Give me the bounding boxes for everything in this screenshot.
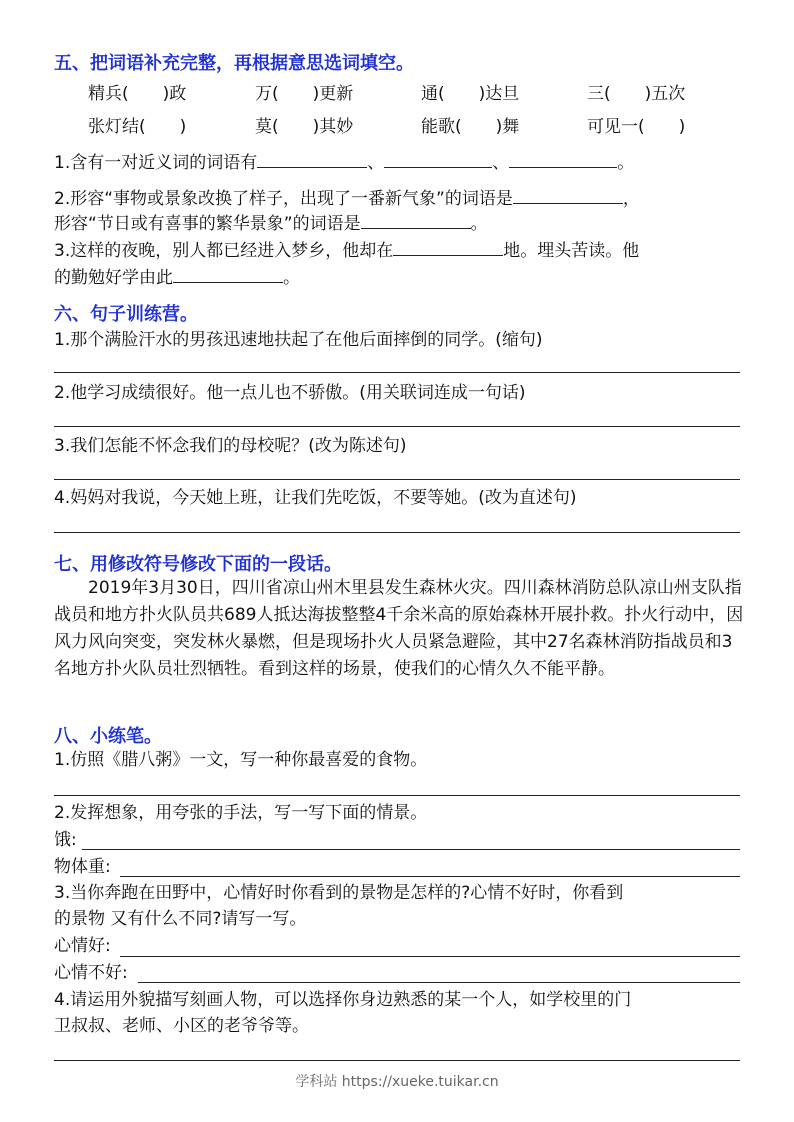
answer-blank[interactable] (361, 210, 471, 229)
idiom-7: 能歌( )舞 (421, 117, 520, 137)
s6-question-3: 3.我们怎能不怀念我们的母校呢？(改为陈述句) (54, 436, 407, 456)
period: 。 (283, 268, 300, 288)
s6-question-2: 2.他学习成绩很好。他一点儿也不骄傲。(用关联词连成一句话) (54, 383, 526, 403)
s5-q3-text-b: 地。埋头苦读。他 (503, 241, 640, 261)
idiom-8: 可见一( ) (587, 117, 686, 137)
s6-question-1: 1.那个满脸汗水的男孩迅速地扶起了在他后面摔倒的同学。(缩句) (54, 330, 543, 350)
heavy-label: 物体重: (54, 857, 111, 877)
bad-mood-label: 心情不好: (54, 963, 128, 983)
answer-line[interactable] (82, 849, 740, 850)
idiom-1: 精兵( )政 (88, 84, 187, 104)
period: 。 (470, 214, 488, 234)
s8-question-1: 1.仿照《腊八粥》一文，写一种你最喜爱的食物。 (54, 750, 428, 770)
period: 。 (617, 153, 635, 173)
s5-question-2-line2 (54, 210, 488, 236)
answer-line[interactable] (54, 532, 740, 533)
s5-q2-text-b: 形容“节日或有喜事的繁华景象”的词语是 (54, 214, 361, 234)
s8-question-3-line2: 的景物 又有什么不同?请写一写。 (54, 909, 307, 929)
s5-question-1 (54, 149, 634, 175)
s6-question-4: 4.妈妈对我说，今天她上班，让我们先吃饭，不要等她。(改为直述句) (54, 488, 577, 508)
answer-blank[interactable] (509, 149, 617, 168)
s8-question-4-line2: 卫叔叔、老师、小区的老爷爷等。 (54, 1016, 309, 1036)
hungry-label: 饿: (54, 830, 77, 850)
answer-blank[interactable] (257, 149, 367, 168)
section-7-heading: 七、用修改符号修改下面的一段话。 (54, 554, 342, 575)
section-5-heading: 五、把词语补充完整，再根据意思选词填空。 (54, 53, 414, 74)
s8-question-2: 2.发挥想象，用夸张的手法，写一写下面的情景。 (54, 803, 428, 823)
section-6-heading: 六、句子训练营。 (54, 304, 198, 325)
answer-line[interactable] (54, 426, 740, 427)
s5-question-3-line1 (54, 237, 639, 263)
good-mood-label: 心情好: (54, 936, 111, 956)
answer-blank[interactable] (513, 185, 623, 204)
answer-line[interactable] (54, 479, 740, 480)
idiom-5: 张灯结( ) (88, 117, 187, 137)
answer-blank[interactable] (173, 264, 283, 283)
answer-line[interactable] (54, 1060, 740, 1061)
answer-line[interactable] (120, 956, 740, 957)
s5-question-2-line1 (54, 185, 640, 211)
idiom-3: 通( )达旦 (421, 84, 520, 104)
idiom-2: 万( )更新 (255, 84, 354, 104)
s8-question-3-line1: 3.当你奔跑在田野中，心情好时你看到的景物是怎样的?心情不好时，你看到 (54, 883, 624, 903)
s5-q2-text-a: 2.形容“事物或景象改换了样子，出现了一番新气象”的词语是 (54, 189, 513, 209)
separator: 、 (492, 153, 510, 173)
answer-line[interactable] (54, 372, 740, 373)
s5-q3-text-c: 的勤勉好学由此 (54, 268, 173, 288)
footer-watermark: 学科站 https://xueke.tuikar.cn (295, 1074, 499, 1090)
s5-q3-text-a: 3.这样的夜晚，别人都已经进入梦乡，他却在 (54, 241, 394, 261)
answer-line[interactable] (54, 795, 740, 796)
separator: 、 (367, 153, 385, 173)
idiom-6: 莫( )其妙 (255, 117, 354, 137)
answer-line[interactable] (120, 876, 740, 877)
answer-blank[interactable] (384, 149, 492, 168)
s5-question-3-line2 (54, 264, 300, 290)
section-8-heading: 八、小练笔。 (54, 726, 162, 747)
idiom-4: 三( )五次 (587, 84, 686, 104)
answer-blank[interactable] (393, 237, 503, 256)
comma: ， (622, 189, 640, 209)
s8-question-4-line1: 4.请运用外貌描写刻画人物，可以选择你身边熟悉的某一个人，如学校里的门 (54, 990, 632, 1010)
answer-line[interactable] (138, 982, 740, 983)
s5-q1-text: 1.含有一对近义词的词语有 (54, 153, 258, 173)
s7-paragraph: 2019年3月30日，四川省凉山州木里县发生森林火灾。四川森林消防总队凉山州支队指战员和地方扑火队员共689人抵达海拔整整4千余米高的原始森林开展扑救。扑火行动中，因风力风向突变，突发林火暴燃，但是现场扑火人员紧急避险，其中27名森林消防指战员和3名地方扑火队员壮烈牺牲。看到这样的场景，使我们的心情久久不能平静。 (54, 578, 744, 679)
